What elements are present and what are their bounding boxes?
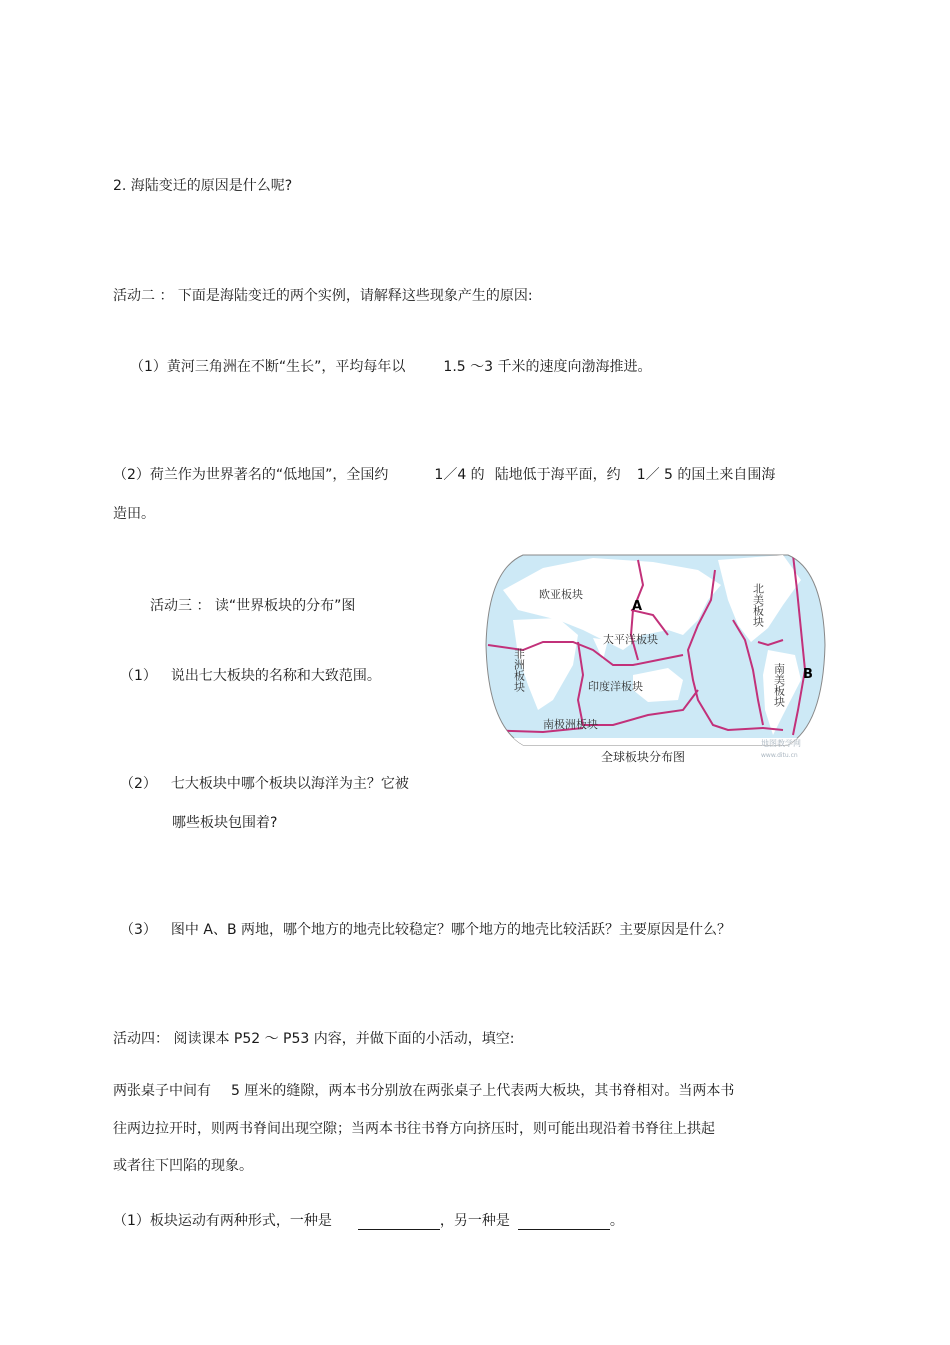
para-1-text-b: 5 厘米的缝隙，两本书分别放在两张桌子上代表两大板块，其书脊相对。当两本书	[231, 1083, 735, 1099]
q3-text: 图中 A、B 两地，哪个地方的地壳比较稳定？哪个地方的地壳比较活跃？主要原因是什么？	[170, 922, 732, 938]
fill-1-text-b: ，另一种是	[439, 1213, 510, 1229]
q2-text-a: 七大板块中哪个板块以海洋为主？它被	[170, 776, 409, 792]
activity-2-item-2-cont: 造田。	[113, 506, 155, 522]
activity-4-para-3: 或者往下凹陷的现象。	[113, 1158, 253, 1174]
map-caption: 全球板块分布图	[601, 750, 686, 764]
fill-1-text-a: （1）板块运动有两种形式，一种是	[113, 1213, 332, 1229]
fill-question-1	[113, 1212, 624, 1230]
item-1-text-b: 1.5 ～3 千米的速度向渤海推进。	[443, 359, 652, 375]
activity-3-q2-cont: 哪些板块包围着?	[172, 815, 278, 831]
label-eurasian-plate: 欧亚板块	[539, 588, 583, 601]
label-pacific-plate: 太平洋板块	[603, 633, 658, 646]
activity-4-para-2: 往两边拉开时，则两书脊间出现空隙；当两本书往书脊方向挤压时，则可能出现沿着书脊往上拱起	[113, 1121, 715, 1137]
label-african-plate: 非洲板块	[512, 648, 526, 692]
activity-3-q3	[120, 921, 731, 939]
q2-number: （2）	[120, 776, 157, 792]
q1-text: 说出七大板块的名称和大致范围。	[170, 668, 381, 684]
activity-2-item-2	[113, 466, 775, 484]
para-1-text-a: 两张桌子中间有	[113, 1083, 211, 1099]
map-watermark-url: www.ditu.cn	[761, 752, 798, 759]
answer-blank-2[interactable]	[518, 1215, 610, 1230]
item-2-text-c: 陆地低于海平面，约	[494, 467, 621, 483]
activity-3-q2	[120, 775, 409, 793]
answer-blank-1[interactable]	[358, 1215, 440, 1230]
activity-3-q1	[120, 667, 381, 685]
item-2-text-b: 1／4 的	[434, 467, 485, 483]
item-2-text-a: （2）荷兰作为世界著名的“低地国”，全国约	[113, 467, 389, 483]
world-plate-map	[483, 550, 828, 765]
item-2-text-d: 1／ 5 的国土来自围海	[636, 467, 776, 483]
question-2: 2. 海陆变迁的原因是什么呢?	[113, 178, 293, 194]
q1-number: （1）	[120, 668, 157, 684]
label-south-american-plate: 南美板块	[772, 663, 786, 707]
label-indian-plate: 印度洋板块	[588, 680, 643, 693]
point-b-label: B	[803, 667, 813, 682]
q3-number: （3）	[120, 922, 157, 938]
label-north-american-plate: 北美板块	[751, 583, 765, 627]
item-1-text-a: （1）黄河三角洲在不断“生长”，平均每年以	[130, 359, 406, 375]
map-watermark: 地图教学网	[761, 739, 801, 748]
activity-3-title: 活动三 ： 读“世界板块的分布”图	[150, 598, 356, 614]
activity-4-title: 活动四： 阅读课本 P52 ～ P53 内容，并做下面的小活动，填空:	[113, 1031, 515, 1047]
fill-1-text-c: 。	[609, 1213, 624, 1229]
label-antarctic-plate: 南极洲板块	[543, 718, 598, 731]
activity-2-title: 活动二 ： 下面是海陆变迁的两个实例，请解释这些现象产生的原因:	[113, 288, 533, 304]
activity-2-item-1	[130, 358, 652, 376]
activity-4-para-1	[113, 1082, 734, 1100]
point-a-label: A	[632, 599, 643, 614]
